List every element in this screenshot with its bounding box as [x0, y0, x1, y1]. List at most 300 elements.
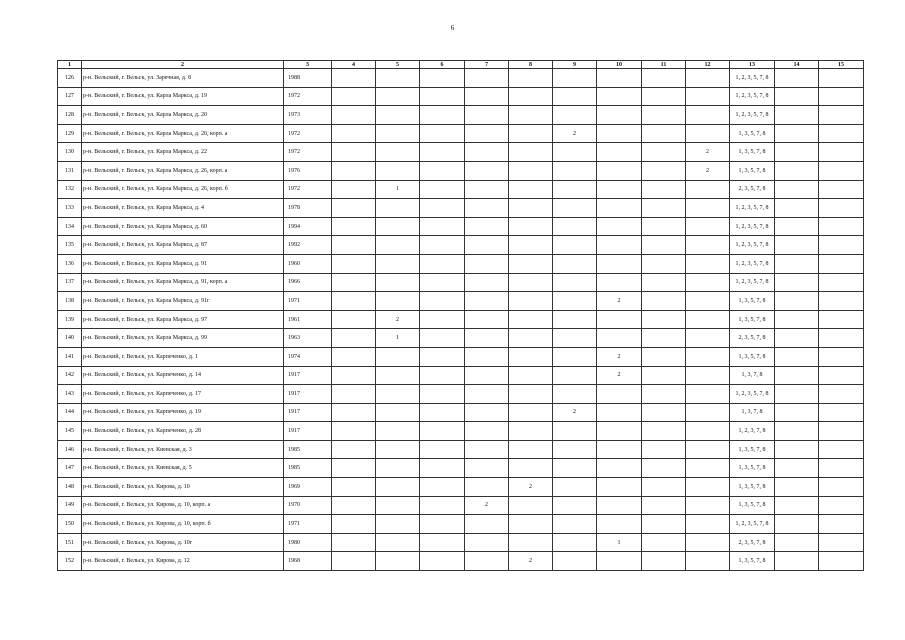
col5-cell [376, 478, 420, 497]
col9-cell [553, 366, 597, 385]
col5-cell [376, 292, 420, 311]
col6-cell [420, 199, 465, 218]
col6-cell [420, 254, 465, 273]
col10-cell [597, 87, 642, 106]
col8-cell [509, 217, 553, 236]
address-cell: р-н. Вельский, г. Вельск, ул. Кирова, д. 10, корп. б [82, 515, 284, 534]
table-row [58, 124, 864, 143]
col8-cell [509, 254, 553, 273]
col13-cell: 2, 3, 5, 7, 8 [730, 533, 775, 552]
col9-cell [553, 69, 597, 88]
column-header-5: 5 [376, 61, 420, 69]
table-row [58, 254, 864, 273]
col13-cell: 1, 2, 3, 7, 8 [730, 422, 775, 441]
col13-cell: 1, 2, 3, 5, 7, 8 [730, 254, 775, 273]
col5-cell [376, 106, 420, 125]
col14-cell [775, 403, 819, 422]
col10-cell [597, 385, 642, 404]
col15-cell [819, 106, 864, 125]
col7-cell [465, 515, 509, 534]
year-cell: 1978 [284, 199, 332, 218]
col12-cell [686, 478, 730, 497]
row-number: 133 [58, 199, 82, 218]
col13-cell: 1, 3, 5, 7, 8 [730, 161, 775, 180]
col5-cell [376, 87, 420, 106]
col12-cell [686, 440, 730, 459]
col11-cell [642, 292, 686, 311]
year-cell: 1985 [284, 440, 332, 459]
year-cell: 1971 [284, 515, 332, 534]
column-header-9: 9 [553, 61, 597, 69]
col14-cell [775, 533, 819, 552]
row-number: 150 [58, 515, 82, 534]
col7-cell [465, 180, 509, 199]
col12-cell [686, 422, 730, 441]
col11-cell [642, 69, 686, 88]
col4-cell [332, 329, 376, 348]
year-cell: 1966 [284, 273, 332, 292]
col6-cell [420, 180, 465, 199]
col4-cell [332, 366, 376, 385]
col11-cell [642, 422, 686, 441]
address-cell: р-н. Вельский, г. Вельск, ул. Карла Маркса, д. 99 [82, 329, 284, 348]
year-cell: 1917 [284, 422, 332, 441]
col6-cell [420, 217, 465, 236]
col14-cell [775, 366, 819, 385]
col9-cell [553, 87, 597, 106]
address-cell: р-н. Вельский, г. Вельск, ул. Карла Маркса, д. 91 [82, 254, 284, 273]
col12-cell: 2 [686, 143, 730, 162]
col7-cell [465, 552, 509, 571]
col4-cell [332, 496, 376, 515]
col11-cell [642, 143, 686, 162]
col8-cell [509, 459, 553, 478]
year-cell: 1968 [284, 552, 332, 571]
col8-cell [509, 236, 553, 255]
column-header-10: 10 [597, 61, 642, 69]
row-number: 128 [58, 106, 82, 125]
col15-cell [819, 199, 864, 218]
address-cell: р-н. Вельский, г. Вельск, ул. Карпеченко, д. 14 [82, 366, 284, 385]
col8-cell: 2 [509, 552, 553, 571]
address-cell: р-н. Вельский, г. Вельск, ул. Карла Маркса, д. 26, корп. а [82, 161, 284, 180]
col15-cell [819, 440, 864, 459]
table-row [58, 87, 864, 106]
col13-cell: 2, 3, 5, 7, 8 [730, 180, 775, 199]
col9-cell [553, 236, 597, 255]
address-cell: р-н. Вельский, г. Вельск, ул. Карла Маркса, д. 4 [82, 199, 284, 218]
col9-cell: 2 [553, 124, 597, 143]
col11-cell [642, 403, 686, 422]
col10-cell [597, 236, 642, 255]
col9-cell [553, 515, 597, 534]
table-row [58, 329, 864, 348]
column-header-3: 3 [284, 61, 332, 69]
col12-cell [686, 533, 730, 552]
table-row [58, 273, 864, 292]
col15-cell [819, 329, 864, 348]
col15-cell [819, 366, 864, 385]
col14-cell [775, 292, 819, 311]
table-row [58, 515, 864, 534]
col8-cell [509, 87, 553, 106]
col9-cell [553, 106, 597, 125]
address-cell: р-н. Вельский, г. Вельск, ул. Карпеченко, д. 28 [82, 422, 284, 441]
col5-cell [376, 273, 420, 292]
col14-cell [775, 385, 819, 404]
col5-cell [376, 515, 420, 534]
col4-cell [332, 347, 376, 366]
col11-cell [642, 124, 686, 143]
col10-cell [597, 478, 642, 497]
col5-cell: 2 [376, 310, 420, 329]
col8-cell [509, 106, 553, 125]
col10-cell [597, 106, 642, 125]
col15-cell [819, 217, 864, 236]
year-cell: 1970 [284, 496, 332, 515]
col7-cell [465, 273, 509, 292]
row-number: 137 [58, 273, 82, 292]
col4-cell [332, 143, 376, 162]
row-number: 147 [58, 459, 82, 478]
col12-cell [686, 106, 730, 125]
col5-cell [376, 533, 420, 552]
col15-cell [819, 273, 864, 292]
registry-table [57, 60, 864, 571]
col4-cell [332, 533, 376, 552]
col10-cell [597, 552, 642, 571]
col7-cell [465, 533, 509, 552]
col8-cell: 2 [509, 478, 553, 497]
col14-cell [775, 69, 819, 88]
col6-cell [420, 533, 465, 552]
col4-cell [332, 87, 376, 106]
col4-cell [332, 273, 376, 292]
col12-cell [686, 236, 730, 255]
col4-cell [332, 161, 376, 180]
address-cell: р-н. Вельский, г. Вельск, ул. Карпеченко, д. 1 [82, 347, 284, 366]
year-cell: 1976 [284, 161, 332, 180]
col13-cell: 1, 3, 7, 8 [730, 403, 775, 422]
address-cell: р-н. Вельский, г. Вельск, ул. Киевская, д. 5 [82, 459, 284, 478]
col15-cell [819, 254, 864, 273]
col12-cell [686, 496, 730, 515]
address-cell: р-н. Вельский, г. Вельск, ул. Карла Маркса, д. 19 [82, 87, 284, 106]
year-cell: 1969 [284, 478, 332, 497]
year-cell: 1917 [284, 385, 332, 404]
col13-cell: 1, 2, 3, 5, 7, 8 [730, 217, 775, 236]
col7-cell [465, 161, 509, 180]
col8-cell [509, 310, 553, 329]
year-cell: 1971 [284, 292, 332, 311]
col15-cell [819, 533, 864, 552]
col6-cell [420, 161, 465, 180]
col5-cell [376, 161, 420, 180]
col9-cell [553, 347, 597, 366]
col11-cell [642, 273, 686, 292]
col7-cell [465, 199, 509, 218]
table-row [58, 478, 864, 497]
col13-cell: 1, 3, 7, 8 [730, 366, 775, 385]
column-header-7: 7 [465, 61, 509, 69]
row-number: 130 [58, 143, 82, 162]
col7-cell [465, 124, 509, 143]
col10-cell [597, 161, 642, 180]
col5-cell [376, 459, 420, 478]
col10-cell [597, 459, 642, 478]
col10-cell [597, 124, 642, 143]
col10-cell [597, 143, 642, 162]
col13-cell: 1, 3, 5, 7, 8 [730, 459, 775, 478]
address-cell: р-н. Вельский, г. Вельск, ул. Киевская, д. 3 [82, 440, 284, 459]
col9-cell [553, 478, 597, 497]
address-cell: р-н. Вельский, г. Вельск, ул. Заречная, д. 8 [82, 69, 284, 88]
col8-cell [509, 292, 553, 311]
col8-cell [509, 180, 553, 199]
col12-cell [686, 385, 730, 404]
col5-cell: 1 [376, 329, 420, 348]
column-header-11: 11 [642, 61, 686, 69]
col5-cell [376, 366, 420, 385]
col14-cell [775, 329, 819, 348]
col9-cell [553, 329, 597, 348]
col14-cell [775, 422, 819, 441]
col15-cell [819, 180, 864, 199]
year-cell: 1985 [284, 459, 332, 478]
col4-cell [332, 552, 376, 571]
col11-cell [642, 310, 686, 329]
year-cell: 1960 [284, 254, 332, 273]
table-row [58, 403, 864, 422]
col12-cell [686, 329, 730, 348]
address-cell: р-н. Вельский, г. Вельск, ул. Кирова, д. 10, корп. а [82, 496, 284, 515]
col5-cell [376, 440, 420, 459]
year-cell: 1992 [284, 236, 332, 255]
col15-cell [819, 236, 864, 255]
table-row [58, 533, 864, 552]
row-number: 146 [58, 440, 82, 459]
col10-cell [597, 329, 642, 348]
col14-cell [775, 254, 819, 273]
col8-cell [509, 533, 553, 552]
year-cell: 1974 [284, 347, 332, 366]
table-body [58, 69, 864, 571]
table-row [58, 199, 864, 218]
col4-cell [332, 310, 376, 329]
col10-cell [597, 310, 642, 329]
column-header-13: 13 [730, 61, 775, 69]
column-header-4: 4 [332, 61, 376, 69]
col13-cell: 1, 3, 5, 7, 8 [730, 552, 775, 571]
col13-cell: 1, 3, 5, 7, 8 [730, 440, 775, 459]
col9-cell [553, 459, 597, 478]
col9-cell [553, 552, 597, 571]
col12-cell [686, 292, 730, 311]
col11-cell [642, 180, 686, 199]
col10-cell [597, 199, 642, 218]
col13-cell: 1, 2, 3, 5, 7, 8 [730, 273, 775, 292]
table-row [58, 366, 864, 385]
col12-cell [686, 69, 730, 88]
col10-cell [597, 515, 642, 534]
row-number: 140 [58, 329, 82, 348]
col6-cell [420, 143, 465, 162]
col14-cell [775, 310, 819, 329]
address-cell: р-н. Вельский, г. Вельск, ул. Карла Маркса, д. 22 [82, 143, 284, 162]
col5-cell [376, 385, 420, 404]
col9-cell [553, 422, 597, 441]
address-cell: р-н. Вельский, г. Вельск, ул. Кирова, д. 10 [82, 478, 284, 497]
col9-cell [553, 254, 597, 273]
col9-cell [553, 440, 597, 459]
col14-cell [775, 124, 819, 143]
col15-cell [819, 69, 864, 88]
page-number: 6 [450, 24, 455, 32]
col4-cell [332, 515, 376, 534]
col14-cell [775, 552, 819, 571]
col5-cell [376, 254, 420, 273]
table-row [58, 496, 864, 515]
col6-cell [420, 106, 465, 125]
col15-cell [819, 87, 864, 106]
col4-cell [332, 403, 376, 422]
col9-cell [553, 199, 597, 218]
table-row [58, 310, 864, 329]
year-cell: 1917 [284, 366, 332, 385]
col10-cell: 2 [597, 366, 642, 385]
col14-cell [775, 236, 819, 255]
col4-cell [332, 180, 376, 199]
col15-cell [819, 515, 864, 534]
address-cell: р-н. Вельский, г. Вельск, ул. Кирова, д. 12 [82, 552, 284, 571]
col15-cell [819, 478, 864, 497]
col12-cell [686, 515, 730, 534]
col12-cell [686, 124, 730, 143]
col11-cell [642, 347, 686, 366]
col14-cell [775, 87, 819, 106]
year-cell: 1917 [284, 403, 332, 422]
column-header-2: 2 [82, 61, 284, 69]
col4-cell [332, 440, 376, 459]
col11-cell [642, 496, 686, 515]
address-cell: р-н. Вельский, г. Вельск, ул. Карла Маркса, д. 97 [82, 310, 284, 329]
col6-cell [420, 273, 465, 292]
column-header-14: 14 [775, 61, 819, 69]
col15-cell [819, 552, 864, 571]
col5-cell [376, 236, 420, 255]
col4-cell [332, 422, 376, 441]
col8-cell [509, 143, 553, 162]
col14-cell [775, 143, 819, 162]
col9-cell [553, 292, 597, 311]
address-cell: р-н. Вельский, г. Вельск, ул. Карпеченко, д. 19 [82, 403, 284, 422]
address-cell: р-н. Вельский, г. Вельск, ул. Карла Маркса, д. 20 [82, 106, 284, 125]
col7-cell [465, 329, 509, 348]
col12-cell: 2 [686, 161, 730, 180]
col7-cell [465, 440, 509, 459]
col8-cell [509, 69, 553, 88]
col11-cell [642, 199, 686, 218]
col7-cell [465, 366, 509, 385]
col10-cell [597, 273, 642, 292]
col5-cell [376, 143, 420, 162]
col7-cell [465, 106, 509, 125]
col4-cell [332, 199, 376, 218]
col13-cell: 1, 2, 3, 5, 7, 8 [730, 69, 775, 88]
col11-cell [642, 515, 686, 534]
col4-cell [332, 292, 376, 311]
col8-cell [509, 496, 553, 515]
col5-cell [376, 496, 420, 515]
year-cell: 1961 [284, 310, 332, 329]
row-number: 134 [58, 217, 82, 236]
col15-cell [819, 496, 864, 515]
col4-cell [332, 124, 376, 143]
year-cell: 1973 [284, 106, 332, 125]
col6-cell [420, 347, 465, 366]
col11-cell [642, 106, 686, 125]
col14-cell [775, 161, 819, 180]
col6-cell [420, 478, 465, 497]
col5-cell [376, 347, 420, 366]
col10-cell: 1 [597, 533, 642, 552]
col9-cell [553, 143, 597, 162]
table-row [58, 385, 864, 404]
col14-cell [775, 106, 819, 125]
col13-cell: 1, 2, 3, 5, 7, 8 [730, 87, 775, 106]
address-cell: р-н. Вельский, г. Вельск, ул. Карла Маркса, д. 60 [82, 217, 284, 236]
row-number: 141 [58, 347, 82, 366]
col8-cell [509, 124, 553, 143]
col12-cell [686, 347, 730, 366]
col12-cell [686, 459, 730, 478]
col15-cell [819, 143, 864, 162]
col6-cell [420, 552, 465, 571]
table-row [58, 347, 864, 366]
col9-cell [553, 496, 597, 515]
column-header-6: 6 [420, 61, 465, 69]
address-cell: р-н. Вельский, г. Вельск, ул. Карла Маркса, д. 87 [82, 236, 284, 255]
row-number: 126 [58, 69, 82, 88]
col11-cell [642, 161, 686, 180]
row-number: 144 [58, 403, 82, 422]
address-cell: р-н. Вельский, г. Вельск, ул. Карла Маркса, д. 20, корп. а [82, 124, 284, 143]
col13-cell: 1, 3, 5, 7, 8 [730, 310, 775, 329]
col5-cell [376, 552, 420, 571]
table-row [58, 161, 864, 180]
address-cell: р-н. Вельский, г. Вельск, ул. Кирова, д. 10г [82, 533, 284, 552]
col13-cell: 1, 3, 5, 7, 8 [730, 143, 775, 162]
row-number: 139 [58, 310, 82, 329]
col13-cell: 1, 3, 5, 7, 8 [730, 292, 775, 311]
table-row [58, 422, 864, 441]
col5-cell [376, 199, 420, 218]
col12-cell [686, 273, 730, 292]
table-row [58, 180, 864, 199]
col15-cell [819, 347, 864, 366]
col14-cell [775, 199, 819, 218]
col13-cell: 1, 2, 3, 5, 7, 8 [730, 199, 775, 218]
col4-cell [332, 106, 376, 125]
row-number: 138 [58, 292, 82, 311]
year-cell: 1963 [284, 329, 332, 348]
col14-cell [775, 273, 819, 292]
col11-cell [642, 478, 686, 497]
col10-cell: 2 [597, 292, 642, 311]
col9-cell [553, 180, 597, 199]
col13-cell: 1, 3, 5, 7, 8 [730, 124, 775, 143]
col15-cell [819, 310, 864, 329]
